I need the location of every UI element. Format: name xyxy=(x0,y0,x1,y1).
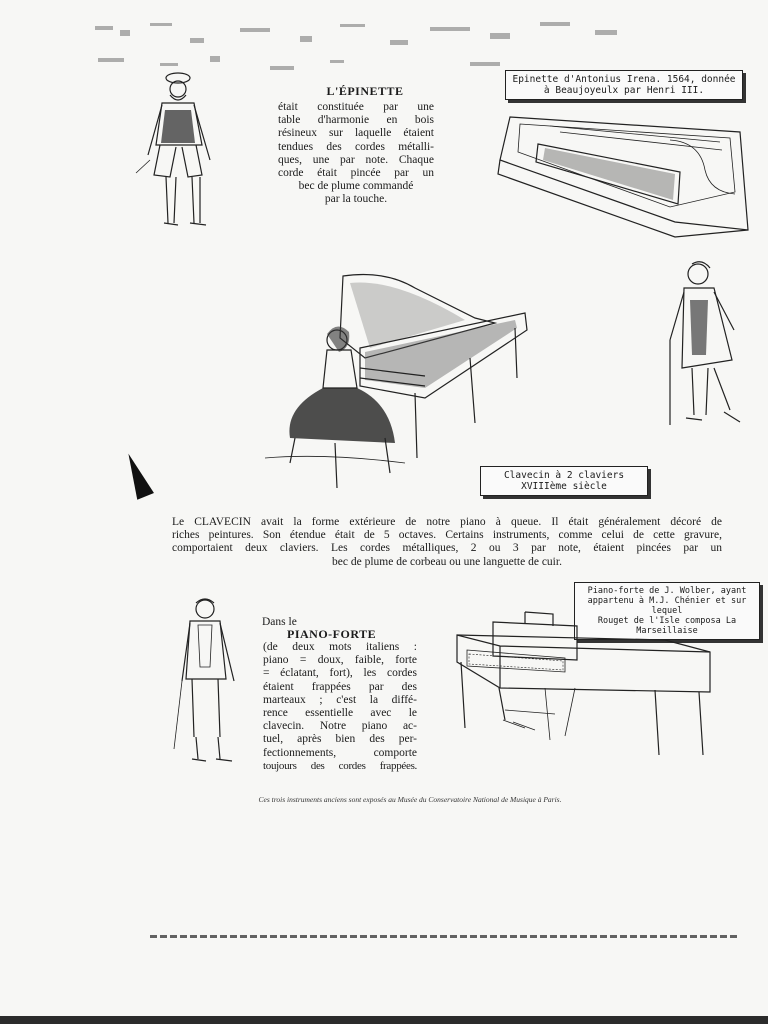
clavecin-paragraph xyxy=(172,516,722,569)
epinette-line: tendues des cordes métalli- xyxy=(278,140,434,153)
caption-line: Piano-forte de J. Wolber, ayant xyxy=(587,586,747,596)
caption-line: appartenu à M.J. Chénier et sur lequel xyxy=(587,596,747,616)
clavecin-caption xyxy=(480,466,648,496)
epinette-line: résineux sur laquelle étaient xyxy=(278,127,434,140)
pianoforte-line: clavecin. Notre piano ac- xyxy=(263,720,417,733)
clavecin-line: Le CLAVECIN avait la forme extérieure de notre piano à queue. Il était généralement décoré de xyxy=(172,516,722,528)
pianoforte-intro: Dans le xyxy=(262,616,297,628)
pianoforte-line: marteaux ; c'est la diffé- xyxy=(263,693,417,706)
scan-artifact xyxy=(120,450,154,499)
epinette-line: ques, une par note. Chaque xyxy=(278,153,434,166)
revolutionary-era-figure-illustration xyxy=(178,597,248,772)
page-divider-line xyxy=(150,935,740,938)
epinette-line: table d'harmonie en bois xyxy=(278,114,434,127)
pianoforte-line: (de deux mots italiens : xyxy=(263,641,417,653)
museum-footnote: Ces trois instruments anciens sont exposés au Musée du Conservatoire National de Musique à Paris. xyxy=(258,795,562,804)
caption-line: XVIIIème siècle xyxy=(521,481,607,492)
pianoforte-line: étaient frappées par des xyxy=(263,680,417,693)
caption-line: à Beaujoyeulx par Henri III. xyxy=(543,85,705,96)
pianoforte-instrument-illustration xyxy=(455,610,715,760)
epinette-description xyxy=(278,101,434,207)
pianoforte-line: toujours des cordes frappées. xyxy=(263,759,417,772)
epinette-title: L'ÉPINETTE xyxy=(326,84,404,98)
caption-line: Rouget de l'Isle composa La Marseillaise xyxy=(597,616,737,636)
pianoforte-line: piano = doux, faible, forte xyxy=(263,654,417,667)
pianoforte-line: fectionnements, comporte xyxy=(263,746,417,759)
epinette-caption xyxy=(505,70,743,100)
clavecin-line: bec de plume de corbeau ou une languette de cuir. xyxy=(332,555,562,568)
eighteenth-century-gentleman-illustration xyxy=(662,260,752,430)
clavecin-with-player-illustration xyxy=(265,268,535,493)
renaissance-courtier-illustration xyxy=(140,65,230,240)
epinette-line: était constituée par une xyxy=(278,101,434,113)
pianoforte-title: PIANO-FORTE xyxy=(287,627,377,641)
scan-bottom-edge xyxy=(0,1016,768,1024)
pianoforte-line: tuel, après bien des per- xyxy=(263,733,417,746)
clavecin-line: comportaient deux claviers. Les cordes métalliques, 2 ou 3 par note, étaient pincées par un xyxy=(172,542,722,555)
epinette-instrument-illustration xyxy=(490,112,752,237)
caption-line: Epinette d'Antonius Irena. 1564, donnée xyxy=(512,74,736,85)
pianoforte-line: = éclatant, fort), les cordes xyxy=(263,667,417,680)
pianoforte-line: rence essentielle avec le xyxy=(263,707,417,720)
epinette-line: bec de plume commandé xyxy=(298,180,414,193)
caption-line: Clavecin à 2 claviers xyxy=(503,470,625,481)
epinette-line: par la touche. xyxy=(324,193,388,206)
clavecin-line: riches peintures. Son étendue était de 5 octaves. Certains instruments, comme celui de cette gravure, xyxy=(172,529,722,542)
pianoforte-description xyxy=(263,641,417,773)
epinette-line: corde était pincée par un xyxy=(278,167,434,180)
